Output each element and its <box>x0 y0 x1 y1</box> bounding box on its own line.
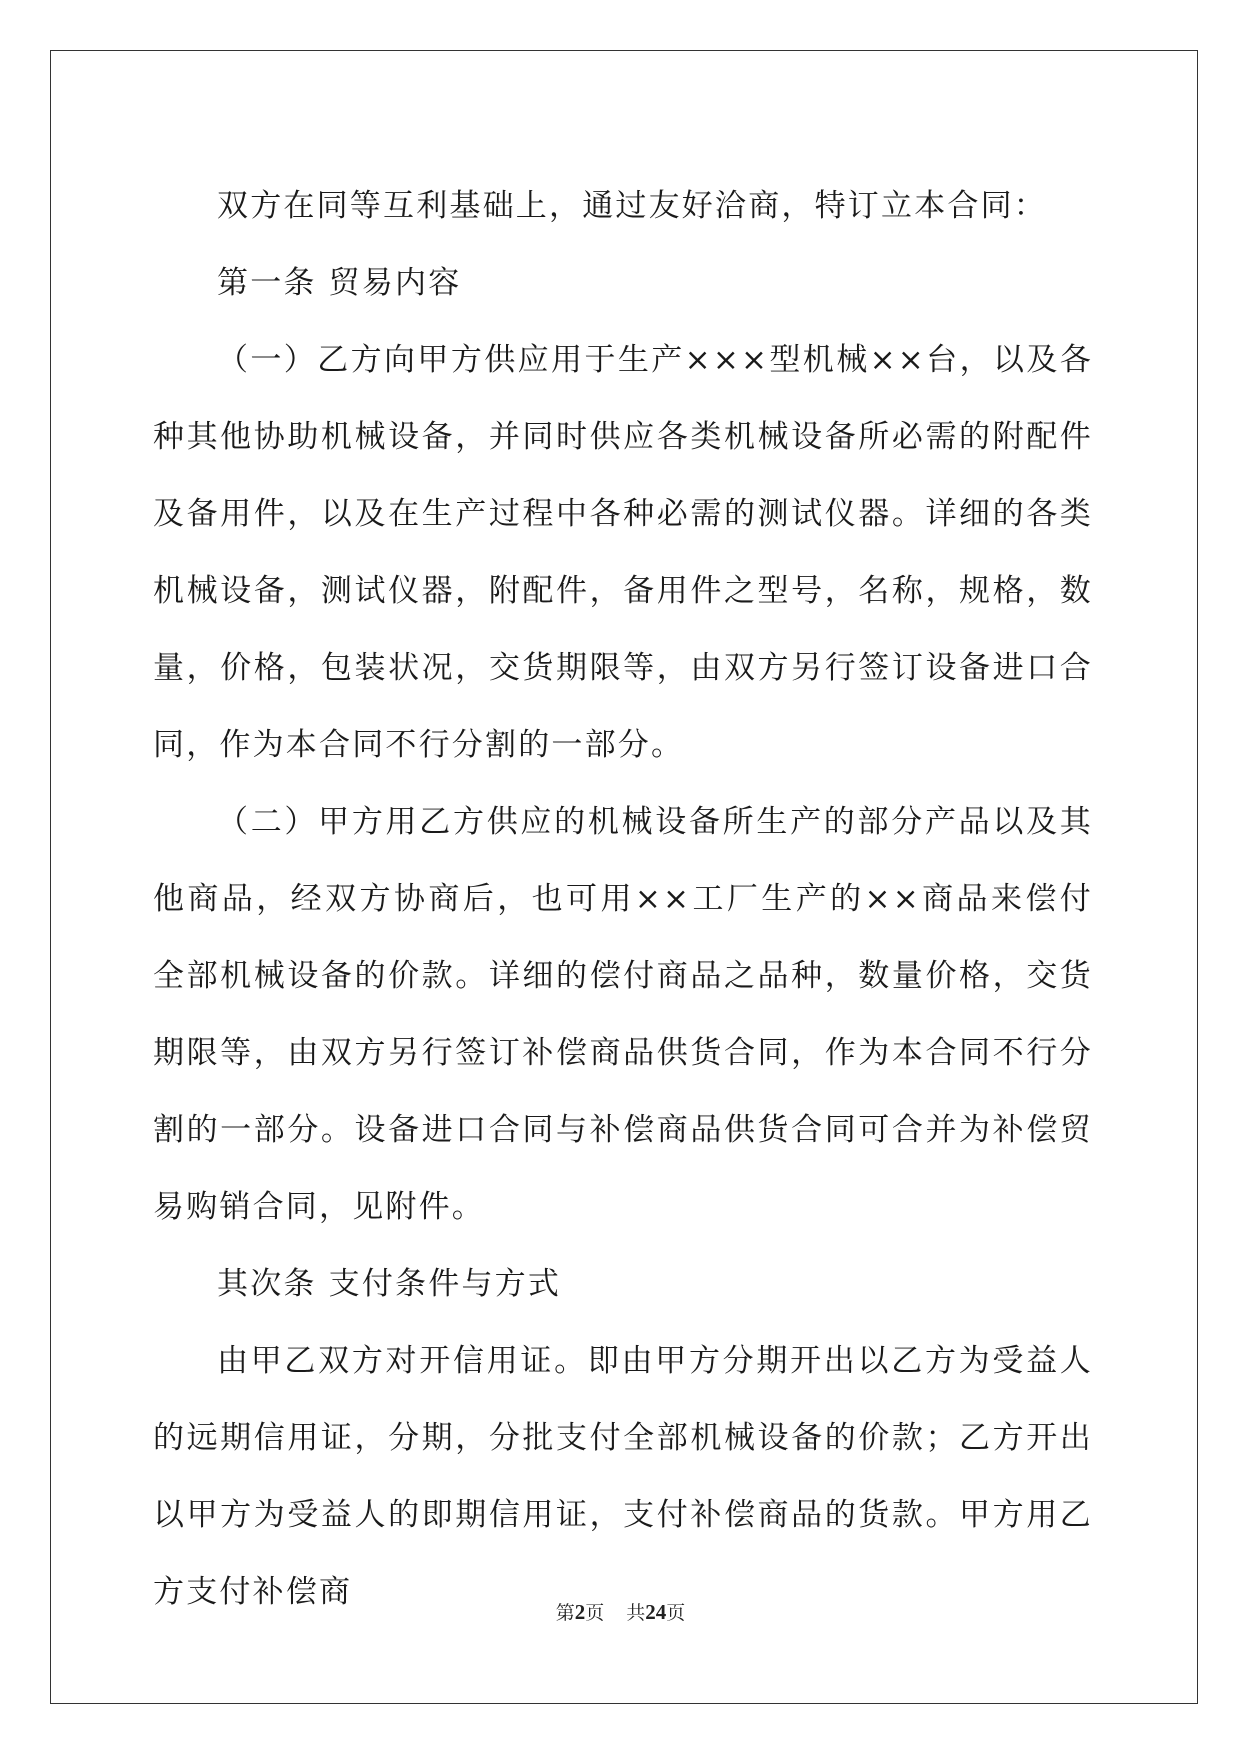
footer-total-suffix: 页 <box>666 1603 686 1624</box>
footer-total-prefix: 共 <box>626 1603 646 1624</box>
intro-paragraph: 双方在同等互利基础上，通过友好洽商，特订立本合同： <box>217 188 1047 224</box>
footer-total-pages: 24 <box>645 1600 667 1624</box>
page-footer <box>0 1598 1241 1625</box>
footer-page-suffix: 页 <box>585 1603 605 1624</box>
document-body <box>153 168 1093 1631</box>
article-1-clause-2: （二）甲方用乙方供应的机械设备所生产的部分产品以及其他商品，经双方协商后，也可用××工厂生产的××商品来偿付全部机械设备的价款。详细的偿付商品之品种，数量价格，交货期限等，由双方另行签订补偿商品供货合同，作为本合同不行分割的一部分。设备进口合同与补偿商品供货合同可合并为补偿贸易购销合同，见附件。 <box>153 804 1093 1225</box>
article-1-heading: 第一条 贸易内容 <box>217 265 462 301</box>
article-2-body: 由甲乙双方对开信用证。即由甲方分期开出以乙方为受益人的远期信用证，分期，分批支付全部机械设备的价款；乙方开出以甲方为受益人的即期信用证，支付补偿商品的货款。甲方用乙方支付补偿商 <box>153 1343 1093 1610</box>
article-1-clause-1: （一）乙方向甲方供应用于生产×××型机械××台，以及各种其他协助机械设备，并同时供应各类机械设备所必需的附配件及备用件，以及在生产过程中各种必需的测试仪器。详细的各类机械设备，测试仪器，附配件，备用件之型号，名称，规格，数量，价格，包装状况，交货期限等，由双方另行签订设备进口合同，作为本合同不行分割的一部分。 <box>153 342 1093 763</box>
article-2-heading: 其次条 支付条件与方式 <box>217 1266 562 1302</box>
footer-page-prefix: 第 <box>555 1603 575 1624</box>
footer-page-number: 2 <box>574 1600 586 1624</box>
